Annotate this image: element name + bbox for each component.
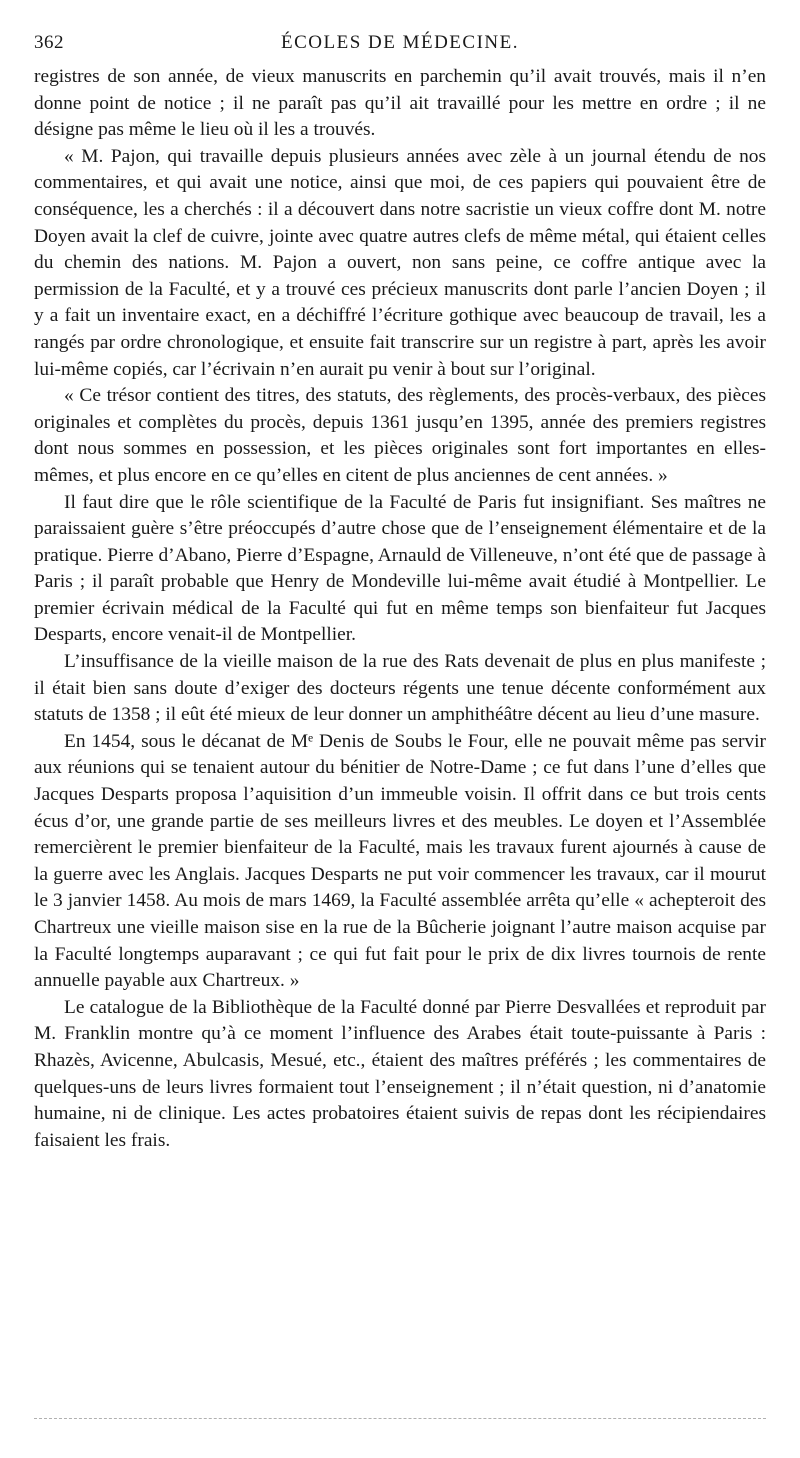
footer-rule	[34, 1418, 766, 1419]
book-page	[34, 28, 766, 1154]
page-number: 362	[34, 32, 64, 53]
paragraph-5: L’insuffisance de la vieille maison de la rue des Rats devenait de plus en plus manifeste ; il était bien sans doute d’exiger des docteurs régents une tenue décente conformément aux statuts de 1358 ; il eût été mieux de leur donner un amphithéâtre décent au lieu d’une masure.	[34, 651, 766, 726]
paragraph-1: registres de son année, de vieux manuscrits en parchemin qu’il avait trouvés, mais il n’en donne point de notice ; il ne paraît pas qu’il ait travaillé pour les mettre en ordre ; il ne désigne pas même le lieu où il les a trouvés.	[34, 66, 766, 141]
body-text	[34, 64, 766, 1154]
running-title: ÉCOLES DE MÉDECINE.	[280, 32, 519, 53]
paragraph-3: « Ce trésor contient des titres, des statuts, des règlements, des procès-verbaux, des pièces originales et complètes du procès, depuis 1361 jusqu’en 1395, année des premiers registres dont nous sommes en possession, et les pièces originales sont fort importantes en elles-mêmes, et plus encore en ce qu’elles en citent de plus anciennes de cent années. »	[34, 385, 766, 486]
paragraph-4: Il faut dire que le rôle scientifique de la Faculté de Paris fut insignifiant. Ses maîtres ne paraissaient guère s’être préoccupés d’autre chose que de l’enseignement élémentaire et de la pratique. Pierre d’Abano, Pierre d’Espagne, Arnauld de Villeneuve, n’ont été que de passage à Paris ; il paraît probable que Henry de Mondeville lui-même avait étudié à Montpellier. Le premier écrivain médical de la Faculté qui fut en même temps son bienfaiteur fut Jacques Desparts, encore venait-il de Montpellier.	[34, 491, 766, 646]
paragraph-2: « M. Pajon, qui travaille depuis plusieurs années avec zèle à un journal étendu de nos commentaires, et qui avait une notice, ainsi que moi, de ces papiers qui pouvaient être de conséquence, les a cherchés : il a découvert dans notre sacristie un vieux coffre dont M. notre Doyen avait la clef de cuivre, jointe avec quatre autres clefs de même métal, qui étaient celles du chemin des nations. M. Pajon a ouvert, non sans peine, ce coffre antique avec la permission de la Faculté, et y a trouvé ces précieux manuscrits dont parle l’ancien Doyen ; il y a fait un inventaire exact, en a déchiffré l’écriture gothique avec beaucoup de travail, les a rangés par ordre chronologique, et ensuite fait transcrire sur un registre à part, après les avoir lui-même copiés, car l’écrivain n’en aurait pu venir à bout sur l’original.	[34, 145, 766, 380]
running-head	[34, 28, 766, 58]
paragraph-6: En 1454, sous le décanat de Mᵉ Denis de Soubs le Four, elle ne pouvait même pas servir aux réunions qui se tenaient autour du bénitier de Notre-Dame ; ce fut dans l’une d’elles que Jacques Desparts proposa l’aquisition d’un immeuble voisin. Il offrit dans ce but trois cents écus d’or, une grande partie de ses meilleurs livres et des meubles. Le doyen et l’Assemblée remercièrent le premier bienfaiteur de la Faculté, mais les travaux furent ajournés à cause de la guerre avec les Anglais. Jacques Desparts ne put voir commencer les travaux, car il mourut le 3 janvier 1458. Au mois de mars 1469, la Faculté assemblée arrêta qu’elle « achepteroit des Chartreux une vieille maison sise en la rue de la Bûcherie joignant l’autre maison acquise par la Faculté longtemps auparavant ; ce qui fut fait pour le prix de dix livres tournois de rente annuelle payable aux Chartreux. »	[34, 730, 766, 992]
paragraph-7: Le catalogue de la Bibliothèque de la Faculté donné par Pierre Desvallées et reproduit par M. Franklin montre qu’à ce moment l’influence des Arabes était toute-puissante à Paris : Rhazès, Avicenne, Abulcasis, Mesué, etc., étaient des maîtres préférés ; les commentaires de quelques-uns de leurs livres formaient tout l’enseignement ; il n’était question, ni d’anatomie humaine, ni de clinique. Les actes probatoires étaient suivis de repas dont les récipiendaires faisaient les frais.	[34, 996, 766, 1151]
